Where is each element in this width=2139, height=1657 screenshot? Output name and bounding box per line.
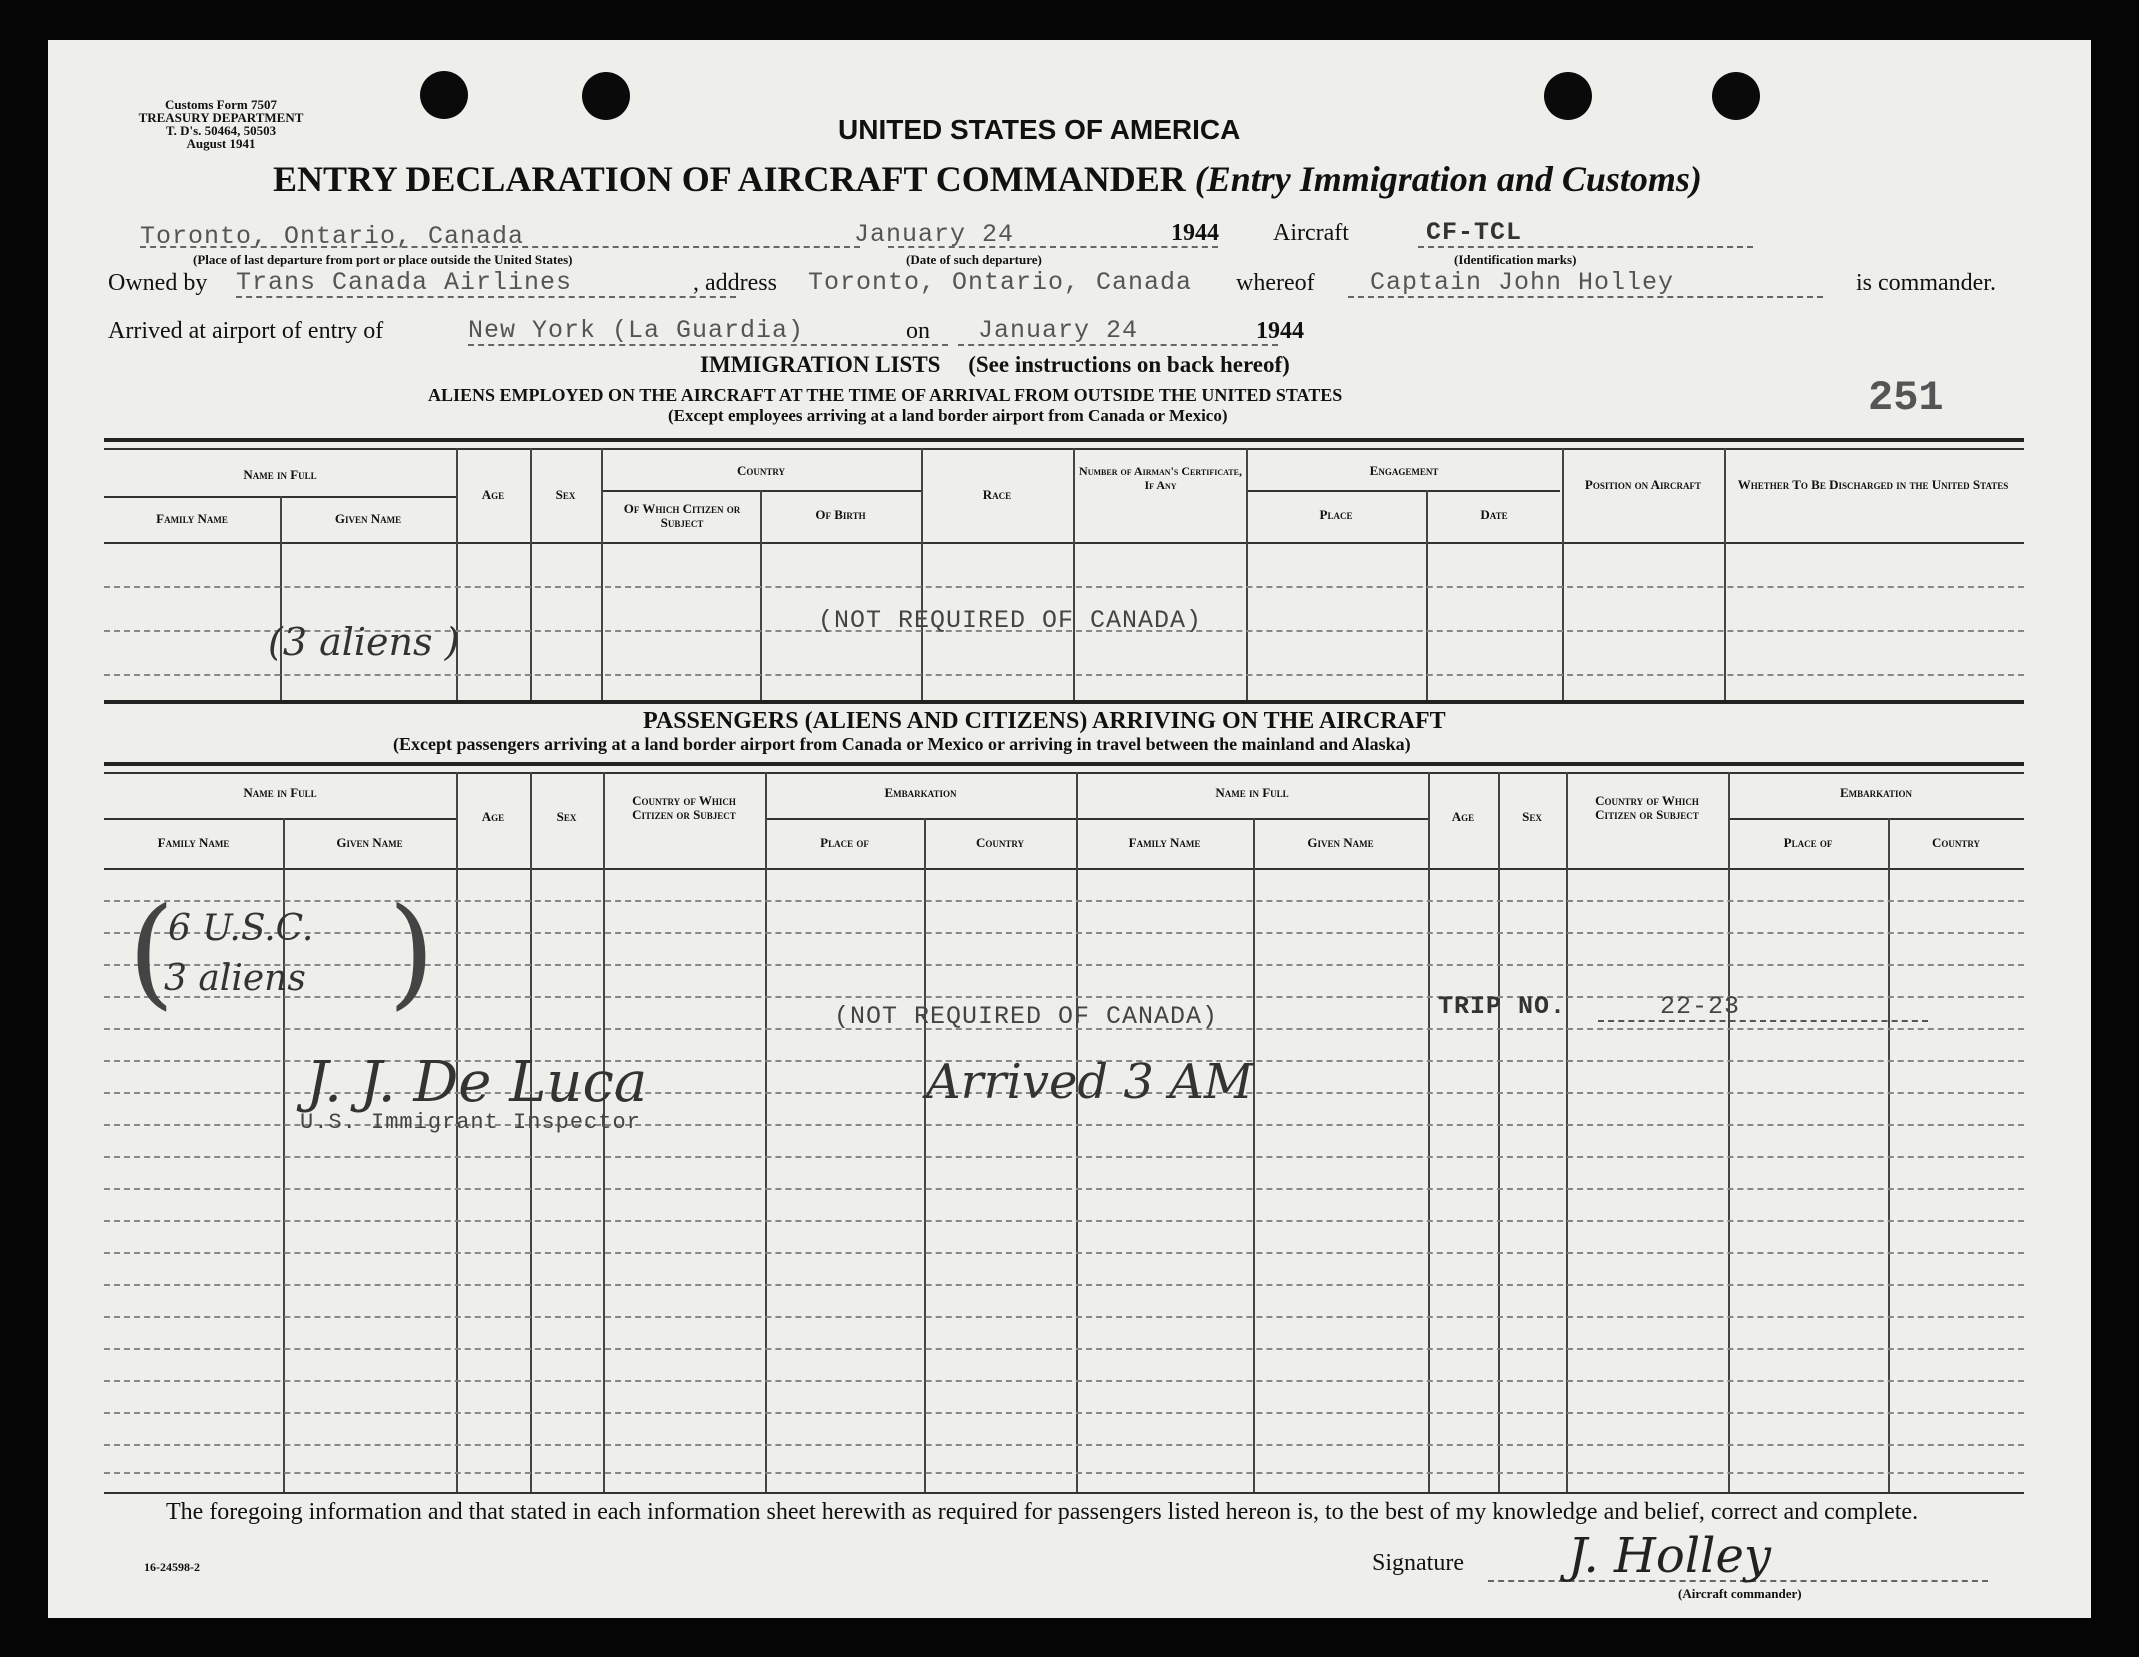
col-header-sex: Sex (555, 487, 576, 502)
col-line (1253, 818, 1255, 1492)
arrival-on-label: on (906, 318, 930, 344)
treasury-decisions: T. D's. 50464, 50503 (165, 123, 277, 138)
fill-line (1418, 246, 1753, 248)
arrival-airport: New York (La Guardia) (468, 316, 805, 345)
p-col-header-age: Age (481, 809, 505, 824)
p-col-header-given-2: Given Name (1307, 835, 1374, 850)
table-rule (104, 868, 2024, 870)
col-line (1888, 818, 1890, 1492)
commander-suffix: is commander. (1856, 270, 1996, 296)
immigration-subnote: (Except employees arriving at a land border airport from Canada or Mexico) (668, 406, 1228, 425)
p-col-header-sex-2: Sex (1522, 809, 1542, 824)
table-border (104, 700, 2024, 704)
form-title-main: ENTRY DECLARATION OF AIRCRAFT COMMANDER (273, 159, 1186, 199)
owner-address: Toronto, Ontario, Canada (808, 268, 1193, 297)
p-col-header-embarkation: Embarkation (884, 785, 957, 800)
form-title (273, 158, 1702, 200)
p-col-header-country: Country (975, 835, 1025, 850)
fill-line (1348, 296, 1823, 298)
handwritten-aliens-note: (3 aliens ) (268, 620, 460, 664)
col-line (921, 448, 923, 700)
form-code: 16-24598-2 (144, 1560, 200, 1574)
col-header-citizen: Of Which Citizen or Subject (623, 501, 741, 530)
col-line (530, 448, 532, 700)
fill-line (888, 246, 1218, 248)
p-col-header-citizen-2: Country of Which Citizen or Subject (1595, 793, 1699, 822)
row-line (104, 674, 2024, 676)
fill-line (140, 246, 860, 248)
col-header-engagement: Engagement (1369, 463, 1439, 478)
col-header-country: Country (736, 463, 786, 478)
commander-name: Captain John Holley (1370, 268, 1675, 297)
form-id-block (106, 98, 336, 150)
row-line (104, 1412, 2024, 1414)
owner-label: Owned by (108, 270, 208, 296)
fill-line (468, 344, 948, 346)
punch-hole (1712, 72, 1760, 120)
table-rule (1728, 818, 2024, 820)
table-rule (1248, 490, 1560, 492)
table-rule (104, 542, 2024, 544)
aircraft-marks: CF-TCL (1426, 218, 1523, 247)
col-header-position: Position on Aircraft (1584, 477, 1702, 492)
p-col-header-place-2: Place of (1783, 835, 1833, 850)
trip-fill-line (1598, 1020, 1928, 1022)
owner-name: Trans Canada Airlines (236, 268, 573, 297)
signature-label: Signature (1372, 1550, 1464, 1576)
col-line (1246, 448, 1248, 700)
col-line (924, 818, 926, 1492)
departure-place-caption: (Place of last departure from port or place outside the United States) (193, 252, 573, 267)
aircraft-label: Aircraft (1273, 220, 1349, 246)
row-line (104, 1188, 2024, 1190)
country-title: UNITED STATES OF AMERICA (838, 114, 1241, 145)
p-col-header-citizen: Country of Which Citizen or Subject (632, 793, 736, 822)
inspector-title: U.S. Immigrant Inspector (300, 1110, 641, 1135)
row-line (104, 1284, 2024, 1286)
col-line (1562, 448, 1564, 700)
row-line (104, 1316, 2024, 1318)
p-col-header-name-2: Name in Full (1215, 785, 1289, 800)
col-line (1724, 448, 1726, 700)
departure-date-caption: (Date of such departure) (906, 252, 1042, 267)
col-header-birth: Of Birth (815, 507, 866, 522)
col-header-place: Place (1319, 507, 1353, 522)
p-col-header-family-2: Family Name (1128, 835, 1201, 850)
row-line (104, 1380, 2024, 1382)
col-header-race: Race (982, 487, 1012, 502)
p-col-header-country-2: Country (1931, 835, 1981, 850)
form-title-paren: (Entry Immigration and Customs) (1194, 159, 1702, 199)
fill-line (236, 296, 736, 298)
col-line (601, 448, 603, 700)
arrival-label: Arrived at airport of entry of (108, 318, 384, 344)
table-border (104, 772, 2024, 774)
bracket-right: ) (388, 883, 435, 1022)
row-line (104, 1444, 2024, 1446)
col-line (1566, 772, 1568, 1492)
row-line (104, 1252, 2024, 1254)
departure-date: January 24 (854, 220, 1015, 249)
col-header-age: Age (481, 487, 505, 502)
trip-number: 22-23 (1660, 992, 1741, 1021)
arrival-date: January 24 (978, 316, 1139, 345)
p-col-header-name: Name in Full (243, 785, 317, 800)
col-header-discharged: Whether To Be Discharged in the United States (1737, 477, 2009, 492)
immigration-subheading: ALIENS EMPLOYED ON THE AIRCRAFT AT THE TIME OF ARRIVAL FROM OUTSIDE THE UNITED STATES (428, 385, 1343, 405)
form-sheet (48, 40, 2091, 1618)
col-line (1728, 772, 1730, 1492)
col-line (1498, 772, 1500, 1492)
immigration-typed-note: (NOT REQUIRED OF CANADA) (818, 606, 1203, 635)
departure-place: Toronto, Ontario, Canada (140, 222, 525, 251)
table-border (104, 762, 2024, 766)
arrival-year: 1944 (1256, 318, 1304, 344)
form-number: Customs Form 7507 (165, 97, 277, 112)
punch-hole (420, 71, 468, 119)
punch-hole (582, 72, 630, 120)
form-date: August 1941 (186, 136, 256, 151)
p-col-header-embarkation-2: Embarkation (1839, 785, 1912, 800)
col-line (1076, 772, 1078, 1492)
fill-line (958, 344, 1278, 346)
certification-statement: The foregoing information and that stated in each information sheet herewith as required for passengers listed hereon is, to the best of my knowledge and belief, correct and complete. (166, 1499, 1919, 1525)
col-header-family: Family Name (156, 511, 228, 526)
col-line (1428, 772, 1430, 1492)
bracket-left: ( (128, 883, 175, 1022)
col-line (1073, 448, 1075, 700)
whereof-label: whereof (1236, 270, 1315, 296)
col-header-date: Date (1480, 507, 1508, 522)
departure-year: 1944 (1171, 220, 1219, 246)
table-border (104, 448, 2024, 450)
stamp-number: 251 (1868, 374, 1944, 422)
table-rule (1076, 818, 1428, 820)
handwritten-aliens: 3 aliens (164, 958, 306, 999)
punch-hole (1544, 72, 1592, 120)
table-border (104, 438, 2024, 442)
signature-caption: (Aircraft commander) (1678, 1586, 1802, 1601)
immigration-heading-title: IMMIGRATION LISTS (700, 352, 941, 377)
p-col-header-given: Given Name (336, 835, 403, 850)
row-line (104, 1472, 2024, 1474)
table-rule (603, 490, 921, 492)
col-header-certificate: Number of Airman's Certificate, If Any (1079, 464, 1242, 492)
department: TREASURY DEPARTMENT (138, 110, 304, 125)
p-col-header-place: Place of (820, 835, 869, 850)
passengers-typed-note: (NOT REQUIRED OF CANADA) (834, 1002, 1219, 1031)
table-rule (765, 818, 1076, 820)
row-line (104, 586, 2024, 588)
handwritten-us-citizens: 6 U.S.C. (168, 908, 314, 949)
col-header-name: Name in Full (243, 467, 317, 482)
row-line (104, 1348, 2024, 1350)
commander-signature: J. Holley (1568, 1528, 1772, 1584)
arrived-note: Arrived 3 AM (926, 1054, 1254, 1110)
p-col-header-sex: Sex (556, 809, 577, 824)
col-header-given: Given Name (334, 511, 402, 526)
table-rule (104, 818, 456, 820)
immigration-heading-note: (See instructions on back hereof) (968, 352, 1290, 377)
address-label: , address (693, 270, 777, 296)
passengers-subnote: (Except passengers arriving at a land border airport from Canada or Mexico or arriving in travel between the mainland and Alaska) (393, 734, 1411, 754)
table-border (104, 1492, 2024, 1494)
aircraft-caption: (Identification marks) (1454, 252, 1577, 267)
row-line (104, 1220, 2024, 1222)
col-line (765, 772, 767, 1492)
row-line (104, 1156, 2024, 1158)
immigration-heading (700, 352, 1290, 378)
p-col-header-age-2: Age (1451, 809, 1475, 824)
col-line (280, 496, 282, 700)
trip-label: TRIP NO. (1438, 992, 1567, 1021)
passengers-heading: PASSENGERS (ALIENS AND CITIZENS) ARRIVING ON THE AIRCRAFT (643, 708, 1446, 734)
inspector-signature: J. J. De Luca (306, 1050, 648, 1115)
p-col-header-family: Family Name (157, 835, 230, 850)
